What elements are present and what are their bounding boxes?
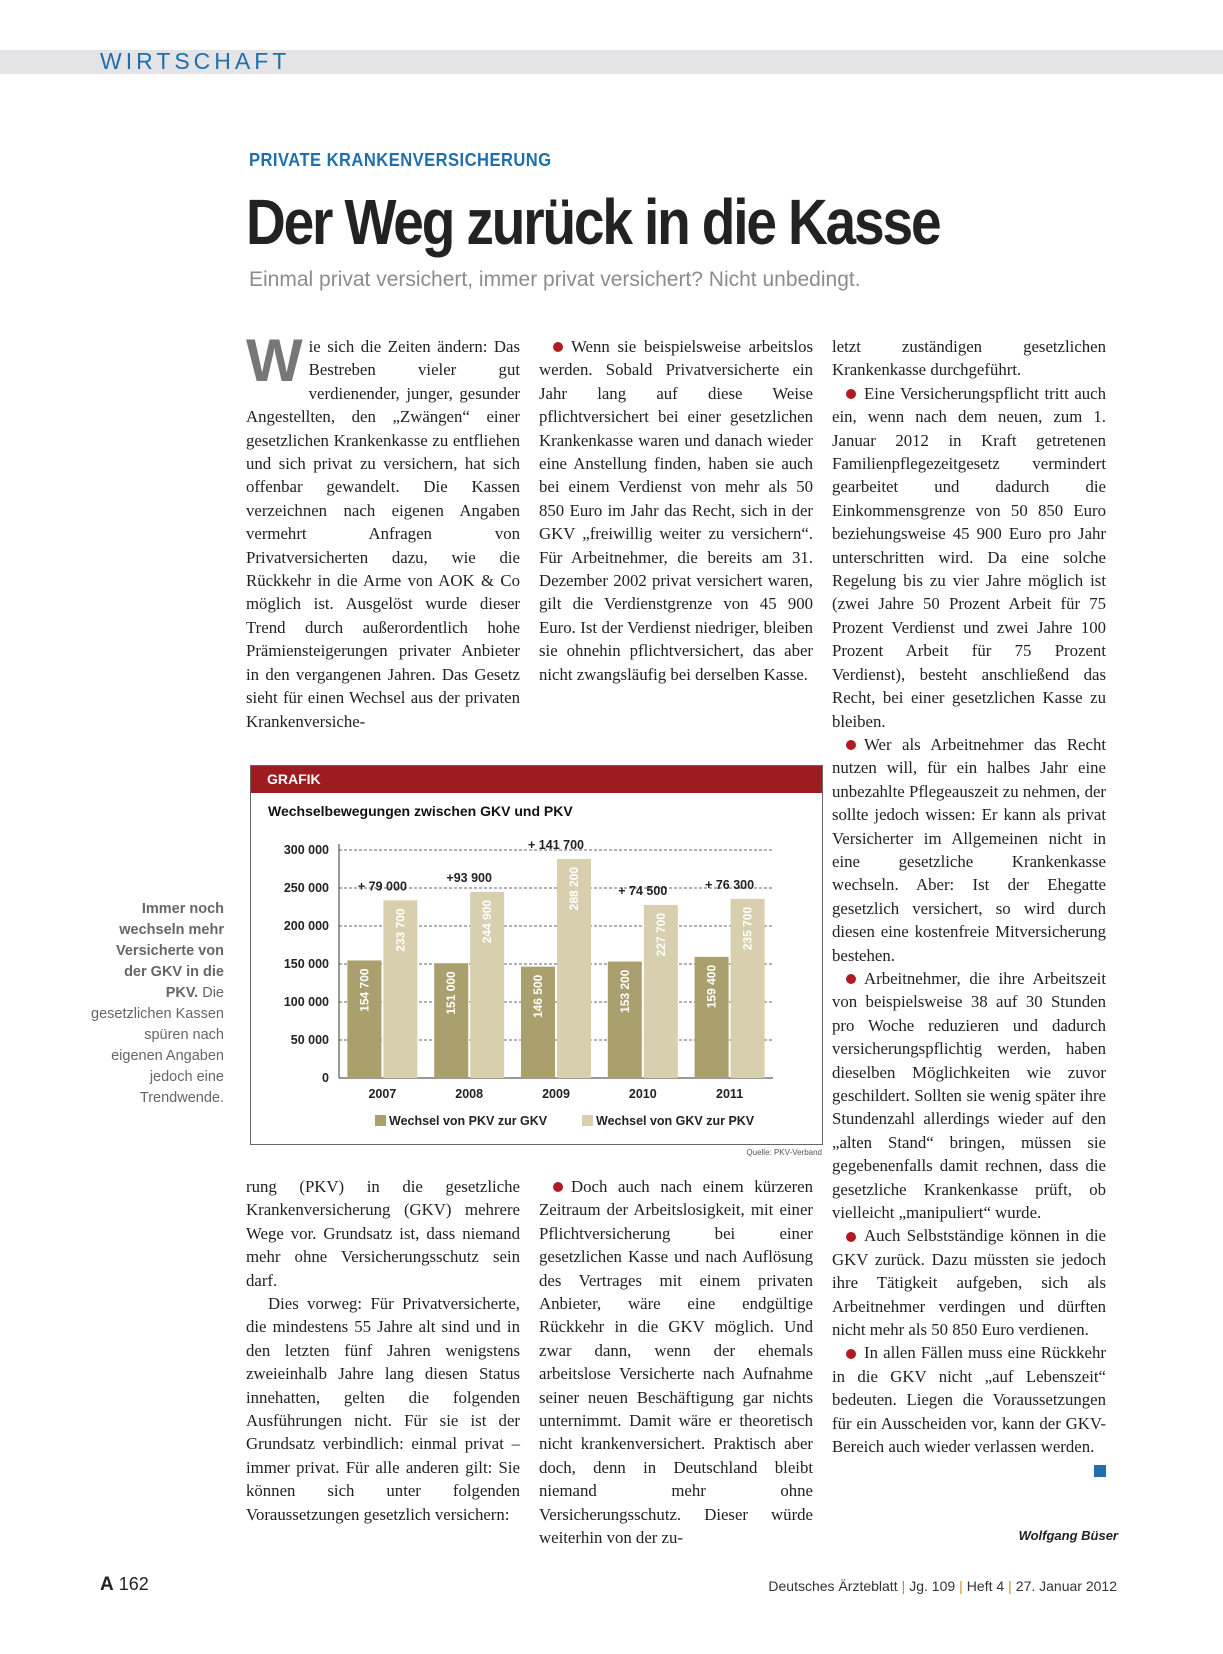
chart-source: Quelle: PKV-Verband	[746, 1148, 822, 1157]
paragraph: Dies vorweg: Für Privatversicherte, die mindestens 55 Jahre alt sind und in den letzten fünf Jahren wenigstens zweieinhalb Jahre lang diesen Status innehatten, gelten die folgenden Ausführungen nicht. Für sie ist der Grundsatz verbindlich: einmal privat – immer privat. Für alle anderen gilt: Sie können sich unter folgenden Voraussetzungen gesetzlich versichern:	[246, 1294, 520, 1524]
footer-date: 27. Januar 2012	[1015, 1578, 1117, 1594]
footer-separator: |	[1008, 1578, 1012, 1594]
legend-item-1	[375, 1114, 547, 1128]
paragraph-text: ie sich die Zeiten ändern: Das Bestreben vieler gut verdienender, junger, gesunder Angestellten, den „Zwängen“ einer gesetzlichen Krankenkasse zu entfliehen und sich privat zu versichern, hat sich offenbar gewandelt. Die Kassen verzeichnen nach eigenen Angaben vermehrt Anfragen von Privatversicherten dazu, wie die Rückkehr in die Arme von AOK & Co möglich ist. Ausgelöst wurde dieser Trend durch außerordentlich hohe Prämiensteigerungen privater Anbieter in den vergangenen Jahren. Das Gesetz sieht für einen Wechsel aus der privaten Krankenversiche-	[246, 337, 520, 731]
article-kicker: PRIVATE KRANKENVERSICHERUNG	[249, 150, 552, 170]
section-label: WIRTSCHAFT	[100, 48, 291, 74]
x-tick-label: 2008	[455, 1087, 484, 1101]
bullet-dot-icon	[553, 342, 563, 352]
y-tick-label: 50 000	[290, 1033, 329, 1047]
paragraph-text: Doch auch nach einem kürzeren Zeitraum der Arbeitslosigkeit, mit einer Pflichtversicherung bei einer gesetzlichen Kasse und nach Auflösung des Vertrages mit einem privaten Anbieter, wäre eine endgültige Rückkehr in die GKV möglich. Und zwar dann, wenn der ehemals arbeitslose Versicherte nach Aufnahme seiner neuen Beschäftigung gar nichts unternimmt. Damit wäre er theoretisch nicht krankenversichert. Praktisch aber doch, denn in Deutschland bleibt niemand mehr ohne Versicherungsschutz. Dieser würde weiterhin von der zu-	[539, 1177, 813, 1548]
bullet-paragraph	[539, 335, 813, 686]
legend-label-2: Wechsel von GKV zur PKV	[596, 1114, 755, 1128]
bar-value-label: 288 200	[567, 866, 581, 911]
y-tick-label: 150 000	[283, 957, 329, 971]
column-1-bottom	[246, 1175, 520, 1526]
page-prefix: A	[100, 1574, 114, 1595]
bullet-dot-icon	[846, 740, 856, 750]
chart-header: GRAFIK	[251, 766, 822, 793]
author-name: Wolfgang Büser	[1018, 1528, 1118, 1543]
footer-issue: Heft 4	[966, 1578, 1005, 1594]
side-caption	[90, 899, 224, 1109]
chart-title: Wechselbewegungen zwischen GKV und PKV	[268, 803, 573, 819]
bullet-paragraph	[832, 733, 1106, 967]
article-subhead: Einmal privat versichert, immer privat versichert? Nicht unbedingt.	[249, 268, 861, 291]
y-tick-label: 100 000	[283, 995, 329, 1009]
chart-plot	[251, 766, 821, 1144]
bullet-paragraph	[832, 1224, 1106, 1341]
page-number	[100, 1574, 149, 1596]
paragraph-text: Arbeitnehmer, die ihre Arbeitszeit von beispielsweise 38 auf 30 Stunden pro Woche reduzieren und dadurch versicherungspflichtig werden, haben dieselben Möglichkeiten wie zuvor geschildert. Sollten sie wenig später ihre Stundenzahl allerdings wieder auf den „alten Stand“ bringen, müssen sie gegebenenfalls damit rechnen, dass die gesetzliche Krankenkasse prüft, ob vielleicht „manipuliert“ wurde.	[832, 968, 1106, 1223]
y-tick-label: 0	[322, 1071, 329, 1085]
difference-label: + 76 300	[705, 877, 755, 892]
footer-volume: Jg. 109	[909, 1578, 956, 1594]
legend-swatch-1	[375, 1115, 386, 1126]
side-caption-text: Die gesetzlichen Kassen spüren nach eigenen Angaben jedoch eine Trendwende.	[91, 985, 224, 1106]
page-number-value: 162	[118, 1574, 149, 1594]
bar-value-label: 233 700	[393, 908, 408, 952]
bullet-paragraph	[539, 1175, 813, 1550]
legend-item-2	[582, 1114, 754, 1128]
x-tick-label: 2011	[716, 1087, 744, 1101]
paragraph-text: Auch Selbstständige können in die GKV zurück. Dazu müssten sie jedoch ihre Tätigkeit aufgeben, sich als Arbeitnehmer verdingen und dürften nicht mehr als 50 850 Euro verdienen.	[832, 1226, 1106, 1340]
paragraph: rung (PKV) in die gesetzliche Krankenversicherung (GKV) mehrere Wege vor. Grundsatz ist, dass niemand mehr ohne Versicherungsschutz sein darf.	[246, 1177, 520, 1290]
bar-value-label: 159 400	[704, 964, 719, 1009]
chart-box	[250, 765, 823, 1145]
bar-value-label: 227 700	[653, 912, 668, 957]
bullet-dot-icon	[846, 1232, 856, 1242]
column-2-bottom	[539, 1175, 813, 1550]
bullet-dot-icon	[846, 1349, 856, 1359]
paragraph-text: Eine Versicherungspflicht tritt auch ein, wenn nach dem neuen, zum 1. Januar 2012 in Kraft getretenen Familienpflegezeitgesetz vermindert gearbeitet und dadurch die Einkommensgrenze von 50 850 Euro beziehungsweise 45 900 Euro pro Jahr unterschritten wird. Da eine solche Regelung bis zu vier Jahre möglich ist (zwei Jahre 50 Prozent Arbeit für 75 Prozent Verdienst und zwei Jahre 100 Prozent Arbeit für 75 Prozent Verdienst), besteht anschließend das Recht, bei einer gesetzlichen Kasse zu bleiben.	[832, 383, 1106, 731]
bar-value-label: 146 500	[531, 974, 545, 1019]
drop-cap: W	[246, 327, 303, 394]
paragraph-text: Wer als Arbeitnehmer das Recht nutzen will, für ein halbes Jahr eine unbezahlte Pflegeauszeit zu nehmen, der sollte jedoch wissen: Er kann als privat Versicherter im Allgemeinen nicht in eine gesetzliche Krankenkasse wechseln. Aber: Ist der Ehegatte gesetzlich versichert, so wird durch diesen eine kostenfreie Mitversicherung bestehen.	[832, 734, 1106, 965]
side-caption-bold: Immer noch wechseln mehr Versicherte von der GKV in die PKV.	[116, 901, 224, 1001]
bullet-paragraph	[832, 1341, 1106, 1458]
paragraph: letzt zuständigen gesetzlichen Krankenkasse durchgeführt.	[832, 337, 1106, 380]
bar-value-label: 244 900	[480, 899, 495, 944]
legend-label-1: Wechsel von PKV zur GKV	[389, 1114, 548, 1128]
bar-value-label: 235 700	[740, 906, 755, 951]
bullet-dot-icon	[553, 1182, 563, 1192]
end-mark-icon	[1094, 1465, 1106, 1477]
bar-value-label: 154 700	[357, 968, 372, 1012]
x-tick-label: 2009	[542, 1087, 570, 1101]
footer-journal: Deutsches Ärzteblatt	[768, 1578, 898, 1594]
footer-separator: |	[901, 1578, 906, 1594]
article-headline: Der Weg zurück in die Kasse	[246, 186, 940, 258]
paragraph-text: Wenn sie beispielsweise arbeitslos werden. Sobald Privatversicherte ein Jahr lang auf diese Weise pflichtversichert bei einer gesetzlichen Krankenkasse waren und danach wieder eine Anstellung finden, haben sie auch bei einem Verdienst von mehr als 50 850 Euro im Jahr das Recht, sich in der GKV „freiwillig weiter zu versichern“. Für Arbeitnehmer, die bereits am 31. Dezember 2002 privat versichert waren, gilt die Verdienstgrenze von 45 900 Euro. Ist der Verdienst niedriger, bleiben sie ohnehin pflichtversichert, das aber nicht zwangsläufig bei derselben Kasse.	[539, 337, 813, 684]
bar-value-label: 151 000	[444, 971, 459, 1015]
bullet-dot-icon	[846, 974, 856, 984]
column-3	[832, 335, 1106, 1477]
column-2-top	[539, 335, 813, 686]
y-tick-label: 300 000	[283, 843, 329, 857]
column-1-top	[246, 327, 520, 733]
difference-label: + 79 000	[357, 879, 407, 894]
difference-label: + 74 500	[618, 883, 668, 898]
paragraph-text: In allen Fällen muss eine Rückkehr in die GKV nicht „auf Lebenszeit“ bedeuten. Liegen die Voraussetzungen für ein Ausscheiden vor, kann der GKV-Bereich auch wieder verlassen werden.	[832, 1343, 1106, 1457]
y-tick-label: 200 000	[283, 919, 329, 933]
bullet-paragraph	[832, 382, 1106, 733]
legend-swatch-2	[582, 1115, 593, 1126]
y-tick-label: 250 000	[283, 881, 329, 895]
paragraph	[246, 327, 520, 733]
x-tick-label: 2010	[628, 1087, 657, 1101]
footer-citation	[768, 1578, 1117, 1594]
bullet-paragraph	[832, 967, 1106, 1224]
bar-value-label: 153 200	[617, 969, 632, 1013]
difference-label: + 141 700	[528, 837, 584, 852]
footer-separator: |	[959, 1578, 963, 1594]
difference-label: +93 900	[446, 870, 492, 885]
x-tick-label: 2007	[368, 1087, 397, 1101]
bullet-dot-icon	[846, 389, 856, 399]
